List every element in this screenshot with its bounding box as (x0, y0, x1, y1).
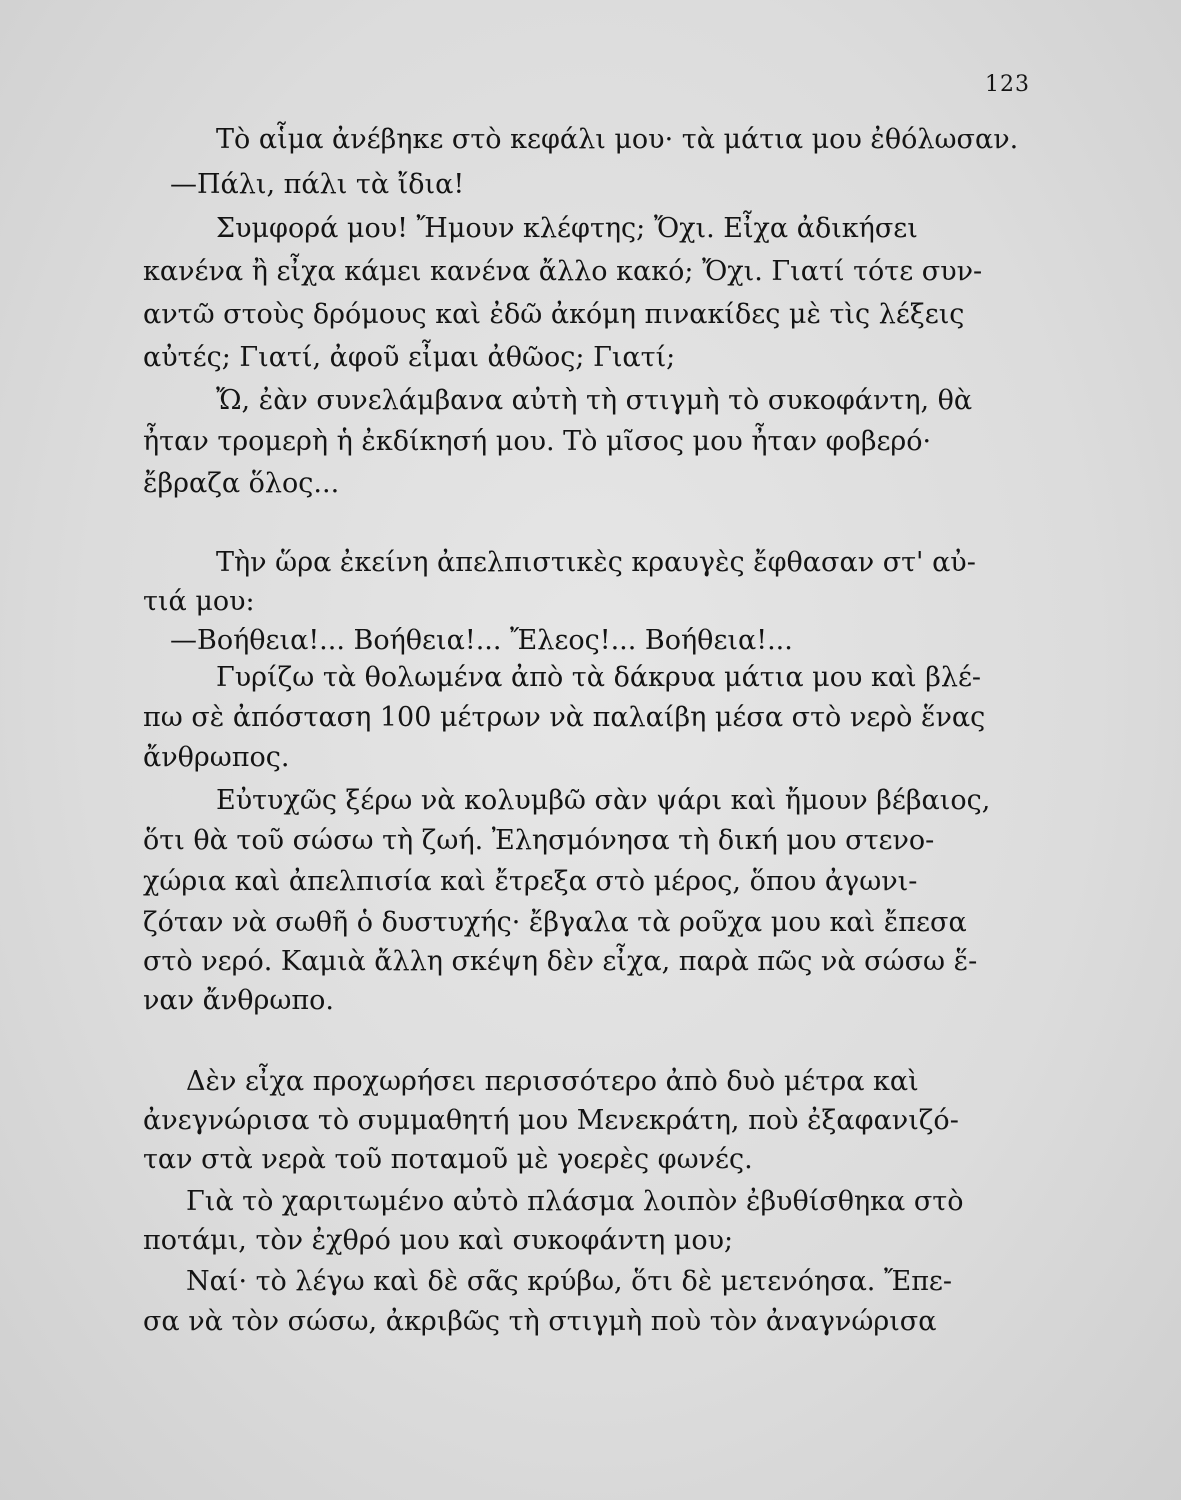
text-line: ζόταν νὰ σωθῆ ὁ δυστυχής· ἔβγαλα τὰ ροῦχα μου καὶ ἔπεσα (143, 907, 967, 938)
text-line: αὐτές; Γιατί, ἀφοῦ εἶμαι ἀθῶος; Γιατί; (143, 342, 676, 373)
text-line: ἔβραζα ὅλος... (143, 468, 340, 499)
text-line: τιά μου: (143, 586, 255, 617)
text-line: Γυρίζω τὰ θολωμένα ἀπὸ τὰ δάκρυα μάτια μου καὶ βλέ- (216, 662, 982, 693)
text-line: ὅτι θὰ τοῦ σώσω τὴ ζωή. Ἐλησμόνησα τὴ δική μου στενο- (143, 825, 935, 856)
text-line: —Πάλι, πάλι τὰ ἴδια! (170, 169, 465, 200)
text-line: σα νὰ τὸν σώσω, ἀκριβῶς τὴ στιγμὴ ποὺ τὸν ἀναγνώρισα (143, 1306, 937, 1337)
text-line: κανένα ἢ εἶχα κάμει κανένα ἄλλο κακό; Ὄχι. Γιατί τότε συν- (143, 256, 983, 287)
text-line: Τὸ αἷμα ἀνέβηκε στὸ κεφάλι μου· τὰ μάτια μου ἐθόλωσαν. (216, 124, 1019, 155)
text-line: στὸ νερό. Καμιὰ ἄλλη σκέψη δὲν εἶχα, παρὰ πῶς νὰ σώσω ἕ- (143, 946, 978, 977)
text-line: Εὐτυχῶς ξέρω νὰ κολυμβῶ σὰν ψάρι καὶ ἤμουν βέβαιος, (216, 785, 991, 816)
page-number: 123 (985, 72, 1030, 97)
text-line: ἀνεγνώρισα τὸ συμμαθητή μου Μενεκράτη, ποὺ ἐξαφανιζό- (143, 1105, 959, 1136)
text-line: ταν στὰ νερὰ τοῦ ποταμοῦ μὲ γοερὲς φωνές. (143, 1144, 753, 1175)
text-line: ναν ἄνθρωπο. (143, 985, 335, 1016)
text-line: χώρια καὶ ἀπελπισία καὶ ἔτρεξα στὸ μέρος, ὅπου ἀγωνι- (143, 866, 918, 897)
text-line: Τὴν ὥρα ἐκείνη ἀπελπιστικὲς κραυγὲς ἔφθασαν στ' αὐ- (216, 547, 976, 578)
text-line: ἦταν τρομερὴ ἡ ἐκδίκησή μου. Τὸ μῖσος μου ἦταν φοβερό· (143, 426, 932, 457)
text-line: πω σὲ ἀπόσταση 100 μέτρων νὰ παλαίβη μέσα στὸ νερὸ ἕνας (143, 702, 986, 733)
text-line: Ναί· τὸ λέγω καὶ δὲ σᾶς κρύβω, ὅτι δὲ μετενόησα. Ἔπε- (186, 1266, 953, 1297)
text-line: ποτάμι, τὸν ἐχθρό μου καὶ συκοφάντη μου; (143, 1225, 734, 1256)
text-line: αντῶ στοὺς δρόμους καὶ ἐδῶ ἀκόμη πινακίδες μὲ τὶς λέξεις (143, 299, 965, 330)
text-line: ἄνθρωπος. (143, 742, 290, 773)
text-line: Ὤ, ἐὰν συνελάμβανα αὐτὴ τὴ στιγμὴ τὸ συκοφάντη, θὰ (216, 385, 973, 416)
text-line: Δὲν εἶχα προχωρήσει περισσότερο ἀπὸ δυὸ μέτρα καὶ (186, 1066, 919, 1097)
text-line: Γιὰ τὸ χαριτωμένο αὐτὸ πλάσμα λοιπὸν ἐβυθίσθηκα στὸ (186, 1186, 964, 1217)
text-line: —Βοήθεια!... Βοήθεια!... Ἔλεος!... Βοήθεια!... (170, 625, 793, 656)
text-line: Συμφορά μου! Ἤμουν κλέφτης; Ὄχι. Εἶχα ἀδικήσει (216, 213, 918, 244)
